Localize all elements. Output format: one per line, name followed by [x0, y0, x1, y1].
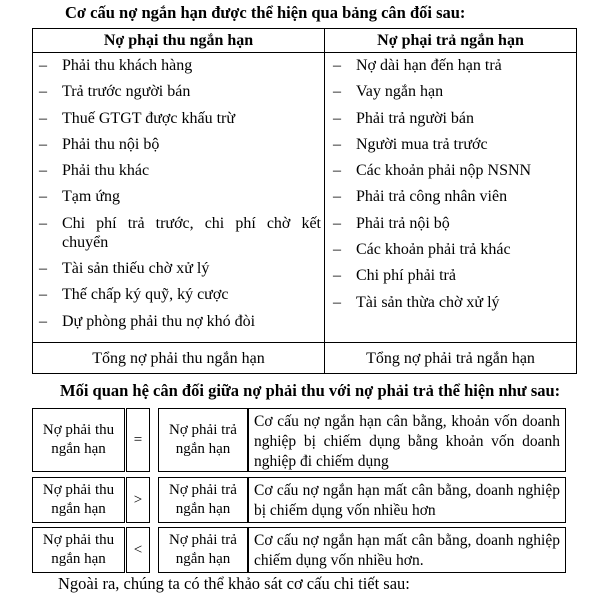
list-item: – Phải thu khách hàng — [39, 56, 321, 75]
balance-table-title: Cơ cấu nợ ngắn hạn được thể hiện qua bảng cân đối sau: — [65, 3, 466, 22]
relationship-title: Mối quan hệ cân đối giữa nợ phải thu với nợ phải trả thể hiện như sau: — [60, 381, 561, 400]
row-receivables: Nợ phải thu ngắn hạn — [32, 527, 125, 573]
list-item: – Tài sản thừa chờ xử lý — [333, 293, 571, 312]
list-item: – Phải trả người bán — [333, 109, 571, 128]
row-payables: Nợ phải trả ngắn hạn — [158, 408, 248, 472]
short-term-debt-table — [32, 28, 577, 374]
row-description: Cơ cấu nợ ngắn hạn mất cân bằng, doanh nghiệp chiếm dụng vốn nhiều hơn. — [248, 527, 566, 573]
list-item: – Các khoản phải trả khác — [333, 240, 571, 259]
list-item: – Phải thu nội bộ — [39, 135, 321, 154]
list-item: – Dự phòng phải thu nợ khó đòi — [39, 312, 321, 331]
total-divider — [33, 342, 576, 343]
list-item: – Phải trả công nhân viên — [333, 187, 571, 206]
list-item: – Chi phí trả trước, chi phí chờ kết chuyển — [39, 214, 321, 252]
row-payables: Nợ phải trả ngắn hạn — [158, 477, 248, 523]
list-item: – Nợ dài hạn đến hạn trả — [333, 56, 571, 75]
list-item: – Tạm ứng — [39, 187, 321, 206]
row-operator: = — [126, 408, 150, 472]
receivables-list — [39, 56, 321, 338]
row-receivables: Nợ phải thu ngắn hạn — [32, 477, 125, 523]
list-item: – Thuế GTGT được khấu trừ — [39, 109, 321, 128]
list-item: – Phải trả nội bộ — [333, 214, 571, 233]
header-payables: Nợ phại trả ngắn hạn — [377, 32, 524, 49]
header-receivables: Nợ phại thu ngắn hạn — [103, 32, 254, 49]
row-receivables: Nợ phải thu ngắn hạn — [32, 408, 125, 472]
row-description: Cơ cấu nợ ngắn hạn mất cân bằng, doanh nghiệp bị chiếm dụng vốn nhiều hơn — [248, 477, 566, 523]
list-item: – Các khoản phải nộp NSNN — [333, 161, 571, 180]
row-operator: > — [126, 477, 150, 523]
row-operator: < — [126, 527, 150, 573]
list-item: – Thế chấp ký quỹ, ký cược — [39, 285, 321, 304]
list-item: – Vay ngắn hạn — [333, 82, 571, 101]
list-item: – Người mua trả trước — [333, 135, 571, 154]
list-item: – Trả trước người bán — [39, 82, 321, 101]
header-divider — [33, 52, 576, 53]
list-item: – Tài sản thiếu chờ xử lý — [39, 259, 321, 278]
closing-paragraph: Ngoài ra, chúng ta có thể khảo sát cơ cấu chi tiết sau: — [58, 574, 410, 593]
column-divider — [324, 29, 325, 373]
row-description: Cơ cấu nợ ngắn hạn cân bằng, khoản vốn doanh nghiệp bị chiếm dụng bằng khoản vốn doanh nghiệp đi chiếm dụng — [248, 408, 566, 472]
row-payables: Nợ phải trả ngắn hạn — [158, 527, 248, 573]
total-payables: Tổng nợ phải trả ngắn hạn — [366, 350, 535, 367]
list-item: – Phải thu khác — [39, 161, 321, 180]
list-item: – Chi phí phải trả — [333, 266, 571, 285]
payables-list — [333, 56, 571, 319]
relationship-table — [32, 408, 566, 569]
total-receivables: Tổng nợ phải thu ngắn hạn — [92, 350, 265, 367]
